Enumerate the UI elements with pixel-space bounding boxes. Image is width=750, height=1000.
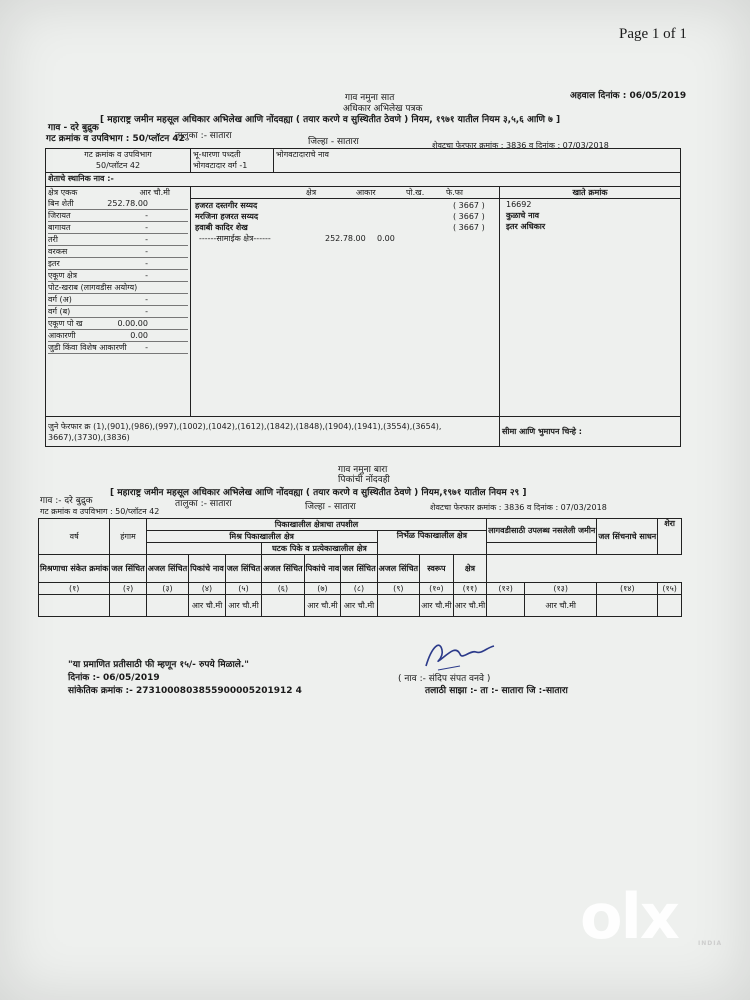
land-rows xyxy=(48,198,188,354)
form7-last-change: शेवटचा फेरफार क्रमांक : 3836 व दिनांक : 07/03/2018 xyxy=(432,141,609,150)
form12-unit-cell xyxy=(146,595,188,617)
land-row-label: इतर xyxy=(48,259,60,268)
form12-unit-cell xyxy=(110,595,146,617)
form12-col-label: अजल सिंचित xyxy=(146,555,188,583)
land-row xyxy=(48,270,188,282)
land-row-value: 252.78.00 xyxy=(107,199,148,208)
holder-3: हवाबी कादिर शेख xyxy=(195,223,248,232)
land-row-value: - xyxy=(145,223,148,232)
mixed-crop-head: मिश्र पिकाखालील क्षेत्र xyxy=(146,531,377,543)
uncultivable-head: लागवडीसाठी उपलब्ध नसलेली जमीन xyxy=(487,519,597,543)
common-area-label: ------सामाईक क्षेत्र------ xyxy=(199,234,271,243)
land-row xyxy=(48,258,188,270)
land-row xyxy=(48,234,188,246)
form12-col-label: पिकांचे नाव xyxy=(189,555,226,583)
officer-place: तलाठी साझा :- ता :- सातारा जि :-सातारा xyxy=(425,686,568,696)
certificate-date: दिनांक :- 06/05/2019 xyxy=(68,673,160,683)
land-row xyxy=(48,318,188,330)
form12-col-number: (९) xyxy=(377,583,419,595)
form12-unit-cell xyxy=(262,595,304,617)
component-crop-head: घटक पिके व प्रत्येकाखालील क्षेत्र xyxy=(262,543,377,555)
old-mutations: जुने फेरफार क्र (1),(901),(986),(997),(1002),(1042),(1612),(1842),(1848),(1904),(1941),(3554),(3654), 3667),(3730),(3836) xyxy=(46,417,500,447)
common-assess: 0.00 xyxy=(377,234,395,243)
form12-col-number: (३) xyxy=(146,583,188,595)
form12-col-number: (८) xyxy=(341,583,377,595)
land-row xyxy=(48,342,188,354)
land-row xyxy=(48,330,188,342)
other-rights-label: इतर अधिकार xyxy=(506,222,546,231)
form12-col-number: (१३) xyxy=(525,583,597,595)
form12-unit-cell: आर चौ.मी xyxy=(453,595,487,617)
form7-village: गाव - दरे बुद्रुक xyxy=(48,123,99,133)
area-unit-row: क्षेत्र एकक आर चौ.मी xyxy=(48,188,170,197)
holder-3-ff: ( 3667 ) xyxy=(453,223,485,232)
form12-col-label: पिकांचे नाव xyxy=(304,555,341,583)
gat-cell: गट क्रमांक व उपविभाग 50/प्लॉटन 42 xyxy=(46,149,191,173)
land-area-column xyxy=(46,187,191,417)
land-row-value: - xyxy=(145,235,148,244)
boundary-marks: सीमा आणि भुमापन चिन्हे : xyxy=(500,417,681,447)
form12-col-number: (१४) xyxy=(597,583,658,595)
khata-column xyxy=(500,187,681,417)
land-row-label: वरकस xyxy=(48,247,68,256)
irrigation-source-head: जल सिंचनाचे साधन xyxy=(597,519,658,555)
form12-col-number: (४) xyxy=(189,583,226,595)
form12-unit-cell: आर चौ.मी xyxy=(225,595,261,617)
form12-col-number: (५) xyxy=(225,583,261,595)
khata-header: खाते क्रमांक xyxy=(500,187,680,199)
form12-col-label: अजल सिंचित xyxy=(262,555,304,583)
form12-gat-no: गट क्रमांक व उपविभाग : 50/प्लॉटन 42 xyxy=(40,507,160,516)
land-row-label: जुडी किंवा विशेष आकारणी xyxy=(48,343,127,352)
form12-column-labels xyxy=(39,555,682,583)
page-label: Page 1 of 1 xyxy=(619,26,687,42)
form12-unit-cell xyxy=(487,595,525,617)
form7-district: जिल्हा - सातारा xyxy=(308,137,359,147)
holder-1-ff: ( 3667 ) xyxy=(453,201,485,210)
form12-name: पिकांची नोंदवही xyxy=(338,475,390,485)
form12-col-label: क्षेत्र xyxy=(453,555,487,583)
form12-column-numbers xyxy=(39,583,682,595)
form12-col-number: (१) xyxy=(39,583,110,595)
land-row-label: एकूण क्षेत्र xyxy=(48,271,78,280)
pokh-col-head: पो.ख. xyxy=(406,188,425,197)
form12-unit-cell xyxy=(377,595,419,617)
form7-name: अधिकार अभिलेख पत्रक xyxy=(343,104,423,114)
crop-detail-head: पिकाखालील क्षेत्राचा तपशील xyxy=(146,519,486,531)
form12-col-number: (१५) xyxy=(658,583,682,595)
form12-unit-cell xyxy=(658,595,682,617)
form12-col-number: (११) xyxy=(453,583,487,595)
land-row-label: तरी xyxy=(48,235,58,244)
area-col-head: क्षेत्र xyxy=(306,188,317,197)
common-area: 252.78.00 xyxy=(325,234,366,243)
report-date: अहवाल दिनांक : 06/05/2019 xyxy=(570,91,687,101)
tenure-cell: भू-धारणा पध्दती भोगवटादार वर्ग -1 xyxy=(191,149,274,173)
land-row xyxy=(48,294,188,306)
land-row-label: बागायत xyxy=(48,223,71,232)
form12-col-label: अजल सिंचित xyxy=(377,555,419,583)
form12-unit-cell: आर चौ.मी xyxy=(525,595,597,617)
form7-table xyxy=(45,148,681,447)
form12-last-change: शेवटचा फेरफार क्रमांक : 3836 व दिनांक : 07/03/2018 xyxy=(430,503,607,512)
land-row xyxy=(48,306,188,318)
form12-unit-cell: आर चौ.मी xyxy=(304,595,341,617)
land-row-label: बिन शेती xyxy=(48,199,74,208)
holder-header: भोगवटादाराचे नाव xyxy=(274,149,681,173)
khata-no: 16692 xyxy=(506,200,532,209)
land-row-label: पोट-खराब (लागवडीस अयोग्य) xyxy=(48,283,138,292)
land-row-value: - xyxy=(145,247,148,256)
land-row-label: जिरायत xyxy=(48,211,71,220)
form7-number: गाव नमुना सात xyxy=(345,93,395,103)
tenant-name-label: कुळाचे नाव xyxy=(506,211,540,220)
symbolic-number: सांकेतिक क्रमांक :- 2731000803855900005201912 4 xyxy=(68,686,302,696)
land-row-label: वर्ग (अ) xyxy=(48,295,72,304)
form12-unit-row xyxy=(39,595,682,617)
form12-col-label: स्वरूप xyxy=(420,555,454,583)
land-row-value: 0.00 xyxy=(130,331,148,340)
holder-2: मरजिना हजरत सय्यद xyxy=(195,212,259,221)
land-row-value: 0.00.00 xyxy=(117,319,148,328)
form12-col-label: जल सिंचित xyxy=(225,555,261,583)
land-row-label: एकूण पो ख xyxy=(48,319,83,328)
local-name: शेताचे स्थानिक नाव :- xyxy=(46,173,681,187)
form12-unit-cell xyxy=(39,595,110,617)
land-row-label: आकारणी xyxy=(48,331,76,340)
holder-2-ff: ( 3667 ) xyxy=(453,212,485,221)
land-row xyxy=(48,246,188,258)
form12-unit-cell: आर चौ.मी xyxy=(341,595,377,617)
land-row xyxy=(48,222,188,234)
form7-taluka: तालुका :- सातारा xyxy=(175,131,232,141)
land-row-value: - xyxy=(145,271,148,280)
year-col: वर्ष xyxy=(39,519,110,555)
form7-gat-no: गट क्रमांक व उपविभाग : 50/प्लॉटन 42 xyxy=(46,134,185,144)
form12-unit-cell: आर चौ.मी xyxy=(189,595,226,617)
form12-col-number: (१०) xyxy=(420,583,454,595)
olx-watermark: olx INDIA xyxy=(580,880,723,953)
form12-col-number: (६) xyxy=(262,583,304,595)
land-row xyxy=(48,210,188,222)
ff-col-head: फे.फा xyxy=(446,188,463,197)
land-row xyxy=(48,282,188,294)
land-row-value: - xyxy=(145,211,148,220)
land-row-label: वर्ग (ब) xyxy=(48,307,71,316)
land-row xyxy=(48,198,188,210)
assess-col-head: आकार xyxy=(356,188,376,197)
holders-column xyxy=(191,187,500,417)
form12-col-label: जल सिंचित xyxy=(341,555,377,583)
remark-head: शेरा xyxy=(658,519,682,555)
form12-act-line: [ महाराष्ट्र जमीन महसूल अधिकार अभिलेख आणि नोंदवह्या ( तयार करणे व सुस्थितीत ठेवणे ) नियम,१९७१ यातील नियम २९ ] xyxy=(110,488,527,498)
form12-col-number: (२) xyxy=(110,583,146,595)
holder-1: हजरत दस्तगीर सय्यद xyxy=(195,201,258,210)
land-row-value: - xyxy=(145,343,148,352)
form12-village: गाव :- दरे बुद्रुक xyxy=(40,496,93,506)
form12-col-number: (७) xyxy=(304,583,341,595)
land-row-value: - xyxy=(145,307,148,316)
form12-col-label: जल सिंचित xyxy=(110,555,146,583)
fee-note: "या प्रमाणित प्रतीसाठी फी म्हणून १५/- रुपये मिळाले." xyxy=(68,660,249,670)
officer-name: ( नाव :- संदिप संपत वनवे ) xyxy=(398,674,491,684)
land-row-value: - xyxy=(145,295,148,304)
form12-taluka: तालुका :- सातारा xyxy=(175,499,232,509)
form12-unit-cell xyxy=(597,595,658,617)
form12-col-number: (१२) xyxy=(487,583,525,595)
pure-crop-head: निर्भेळ पिकाखालील क्षेत्र xyxy=(377,531,487,555)
land-row-value: - xyxy=(145,259,148,268)
form12-unit-cell: आर चौ.मी xyxy=(420,595,454,617)
form12-table xyxy=(38,518,682,617)
season-col: हंगाम xyxy=(110,519,146,555)
signature-mark xyxy=(420,636,500,676)
form12-col-label: मिश्रणाचा संकेत क्रमांक xyxy=(39,555,110,583)
form7-act-line: [ महाराष्ट्र जमीन महसूल अधिकार अभिलेख आणि नोंदवह्या ( तयार करणे व सुस्थितीत ठेवणे ) नियम, १९७१ यातील नियम ३,५,६ आणि ७ ] xyxy=(100,115,561,125)
form12-district: जिल्हा - सातारा xyxy=(305,502,356,512)
form12-number: गाव नमुना बारा xyxy=(338,465,388,475)
